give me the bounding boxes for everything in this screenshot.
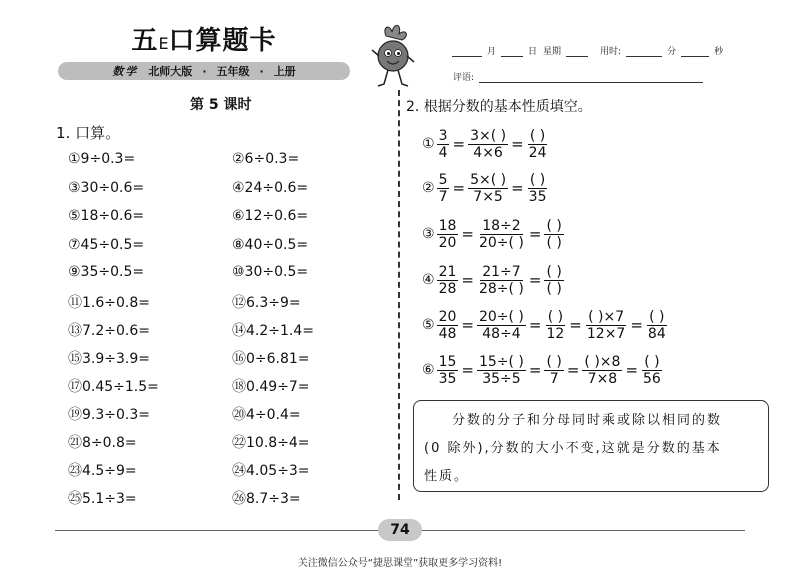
denominator: 84 (647, 325, 666, 342)
question-2-title: 2. 根据分数的基本性质填空。 (406, 99, 592, 115)
fraction (477, 354, 526, 387)
equals-sign: = (461, 316, 474, 334)
problem-26: ㉖8.7÷3= (232, 491, 301, 507)
denominator: 35÷5 (482, 370, 521, 387)
denominator-blank[interactable]: 20÷( ) (478, 234, 524, 251)
problem-4: ④24÷0.6= (232, 180, 309, 196)
time-used-label: 用时: (600, 47, 622, 57)
numerator-blank[interactable]: 3×( ) (470, 127, 507, 144)
numerator-blank[interactable]: ( )×7 (588, 308, 625, 325)
page-number: 74 (378, 519, 422, 541)
review-line (450, 70, 705, 83)
fraction (585, 309, 627, 342)
title-suffix: 口算题卡 (168, 26, 277, 56)
weekday-blank[interactable] (566, 46, 588, 57)
denominator: 4 (438, 144, 448, 161)
problem-15: ⑮3.9÷3.9= (68, 351, 150, 367)
denominator: 56 (643, 370, 661, 387)
equation-number: ④ (422, 272, 435, 288)
numerator-blank[interactable]: ( ) (546, 353, 562, 370)
equals-sign: = (528, 225, 542, 243)
note-line-2: (0 除外),分数的大小不变,这就是分数的基本 (424, 441, 722, 456)
minute-blank[interactable] (626, 46, 662, 57)
denominator: 35 (438, 370, 457, 387)
problem-13: ⑬7.2÷0.6= (68, 323, 150, 339)
equals-sign: = (452, 179, 466, 197)
fraction-equation-1 (422, 124, 549, 164)
fraction (437, 128, 450, 161)
problem-25: ㉕5.1÷3= (68, 491, 137, 507)
problem-7: ⑦45÷0.5= (68, 237, 145, 253)
denominator: 7×5 (473, 188, 503, 205)
fraction-equation-6 (422, 350, 664, 390)
denominator: 4×6 (473, 144, 503, 161)
column-divider (398, 90, 400, 500)
problem-19: ⑲9.3÷0.3= (68, 407, 150, 423)
equals-sign: = (625, 361, 639, 379)
fraction (544, 354, 563, 387)
fraction (477, 309, 526, 342)
weekday-label: 星期 (543, 47, 562, 57)
numerator: 20 (438, 308, 457, 325)
problem-21: ㉑8÷0.8= (68, 435, 137, 451)
second-blank[interactable] (681, 46, 709, 57)
problem-11: ⑪1.6÷0.8= (68, 295, 150, 311)
denominator: 48÷4 (482, 325, 521, 342)
note-line-1: 分数的分子和分母同时乘或除以相同的数 (452, 413, 723, 428)
fraction (527, 172, 549, 205)
numerator-blank[interactable]: ( ) (546, 217, 562, 234)
problem-2: ②6÷0.3= (232, 151, 300, 167)
problem-18: ⑱0.49÷7= (232, 379, 310, 395)
numerator: 21 (438, 263, 457, 280)
equals-sign: = (528, 271, 542, 289)
day-label: 日 (528, 47, 538, 57)
fraction-equation-2 (422, 168, 549, 208)
numerator-blank[interactable]: ( ) (546, 263, 562, 280)
fraction-equation-3 (422, 214, 565, 254)
numerator-blank[interactable]: ( )×8 (584, 353, 621, 370)
title-prefix: 五 (131, 26, 159, 56)
fraction (437, 172, 450, 205)
mascot-icon (368, 22, 418, 92)
equals-sign: = (452, 135, 466, 153)
footer-text: 关注微信公众号“捷思课堂”获取更多学习资料! (297, 558, 503, 569)
numerator: 18÷2 (482, 217, 521, 234)
denominator: 28 (438, 280, 457, 297)
denominator-blank[interactable]: ( ) (546, 234, 562, 251)
problem-5: ⑤18÷0.6= (68, 208, 145, 224)
month-blank[interactable] (452, 46, 482, 57)
problem-24: ㉔4.05÷3= (232, 463, 310, 479)
fraction (437, 309, 459, 342)
numerator-blank[interactable]: 20÷( ) (478, 308, 524, 325)
review-blank[interactable] (479, 72, 703, 83)
numerator-blank[interactable]: 5×( ) (470, 171, 507, 188)
equals-sign: = (511, 179, 524, 197)
numerator-blank[interactable]: ( ) (547, 308, 564, 325)
problem-22: ㉒10.8÷4= (232, 435, 310, 451)
day-blank[interactable] (501, 46, 523, 57)
fraction (544, 218, 563, 251)
date-time-line (450, 44, 726, 57)
denominator: 7 (549, 370, 559, 387)
denominator: 7×8 (587, 370, 618, 387)
problem-6: ⑥12÷0.6= (232, 208, 309, 224)
fraction (641, 354, 663, 387)
denominator: 35 (528, 188, 547, 205)
fraction (437, 354, 459, 387)
problem-14: ⑭4.2÷1.4= (232, 323, 314, 339)
problem-1: ①9÷0.3= (68, 151, 136, 167)
problem-12: ⑫6.3÷9= (232, 295, 301, 311)
equals-sign: = (511, 135, 524, 153)
fraction (477, 218, 526, 251)
equals-sign: = (461, 225, 474, 243)
edition: 北师大版 (148, 65, 193, 78)
equation-number: ① (422, 136, 435, 152)
lesson-title: 第 5 课时 (190, 97, 252, 113)
problem-23: ㉓4.5÷9= (68, 463, 137, 479)
numerator-blank[interactable]: ( ) (644, 353, 660, 370)
equals-sign: = (461, 361, 474, 379)
equation-number: ⑥ (422, 362, 435, 378)
page-title (58, 20, 350, 57)
equation-number: ⑤ (422, 317, 435, 333)
problem-3: ③30÷0.6= (68, 180, 145, 196)
fraction (544, 309, 566, 342)
fraction-equation-5 (422, 305, 669, 345)
equation-number: ② (422, 180, 435, 196)
denominator: 12 (546, 325, 565, 342)
fraction (437, 218, 459, 251)
separator-dot: · (202, 64, 207, 78)
month-label: 月 (487, 47, 497, 57)
problem-9: ⑨35÷0.5= (68, 264, 145, 280)
numerator: 3 (438, 127, 448, 144)
fraction (527, 128, 549, 161)
fraction (437, 264, 459, 297)
numerator-blank[interactable]: ( ) (529, 171, 546, 188)
note-line-3: 性质。 (424, 469, 470, 484)
numerator: 15 (438, 353, 457, 370)
problem-20: ⑳4÷0.4= (232, 407, 301, 423)
denominator: 48 (438, 325, 457, 342)
equals-sign: = (528, 361, 542, 379)
fraction (468, 128, 508, 161)
equation-number: ③ (422, 226, 435, 242)
fraction (582, 354, 622, 387)
second-label: 秒 (714, 47, 724, 57)
denominator: 20 (438, 234, 457, 251)
fraction (646, 309, 668, 342)
equals-sign: = (461, 271, 474, 289)
equals-sign: = (566, 361, 580, 379)
minute-label: 分 (667, 47, 677, 57)
question-1-title: 1. 口算。 (56, 124, 121, 142)
numerator-blank[interactable]: ( ) (529, 127, 546, 144)
fraction-equation-4 (422, 260, 565, 300)
denominator-blank[interactable]: 28÷( ) (478, 280, 524, 297)
problem-10: ⑩30÷0.5= (232, 264, 309, 280)
title-letter: E (158, 34, 169, 53)
volume: 上册 (273, 65, 296, 78)
review-label: 评语: (453, 73, 475, 83)
fraction (468, 172, 508, 205)
denominator-blank[interactable]: ( ) (546, 280, 562, 297)
equals-sign: = (569, 316, 582, 334)
denominator: 12×7 (586, 325, 626, 342)
fraction (477, 264, 526, 297)
problem-16: ⑯0÷6.81= (232, 351, 310, 367)
subject: 数学 (112, 65, 139, 78)
grade: 五年级 (216, 65, 250, 78)
numerator: 21÷7 (482, 263, 521, 280)
numerator: 18 (438, 217, 457, 234)
problem-17: ⑰0.45÷1.5= (68, 379, 159, 395)
subtitle-bar (58, 62, 350, 80)
denominator: 24 (528, 144, 547, 161)
separator-dot: · (259, 64, 264, 78)
equals-sign: = (630, 316, 643, 334)
numerator-blank[interactable]: ( ) (649, 308, 665, 325)
property-note-box (413, 400, 769, 492)
numerator-blank[interactable]: 15÷( ) (478, 353, 524, 370)
problem-8: ⑧40÷0.5= (232, 237, 309, 253)
fraction (544, 264, 563, 297)
numerator: 5 (438, 171, 448, 188)
equals-sign: = (528, 316, 542, 334)
denominator: 7 (438, 188, 448, 205)
